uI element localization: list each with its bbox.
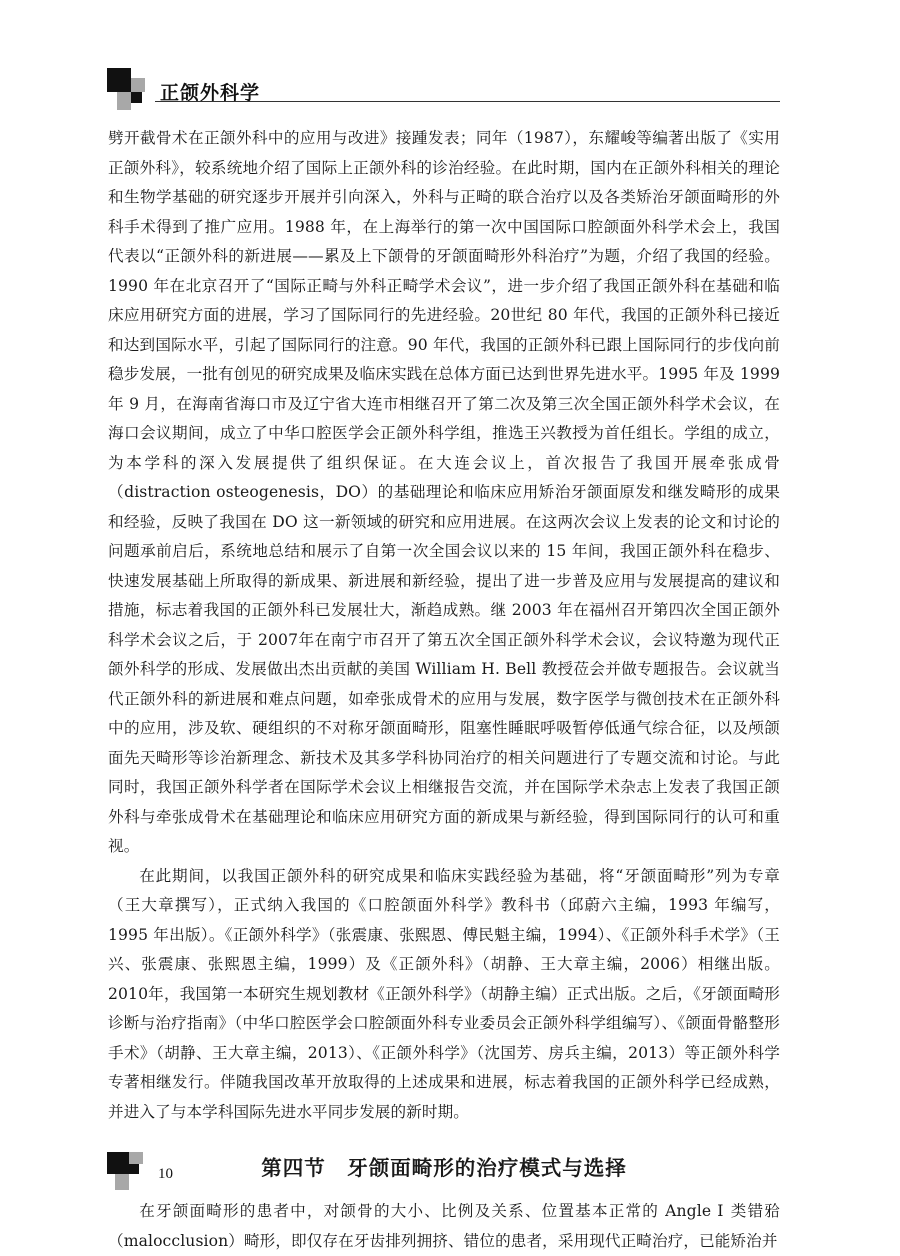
body-paragraph-2: 在此期间，以我国正颌外科的研究成果和临床实践经验为基础，将“牙颌面畸形”列为专章（王大章撰写），正式纳入我国的《口腔颌面外科学》教科书（邱蔚六主编，1993 年编写，1995 年出版）。《正颌外科学》（张震康、张熙恩、傅民魁主编，1994）、《正颌外科手术学》（王兴、张震康、张熙恩主编，1999）及《正颌外科》（胡静、王大章主编，2006）相继出版。2010年，我国第一本研究生规划教材《正颌外科学》（胡静主编）正式出版。之后，《牙颌面畸形诊断与治疗指南》（中华口腔医学会口腔颌面外科专业委员会正颌外科学组编写）、《颌面骨骼整形手术》（胡静、王大章主编，2013）、《正颌外科学》（沈国芳、房兵主编，2013）等正颌外科学专著相继发行。伴随我国改革开放取得的上述成果和进展，标志着我国的正颌外科学已经成熟，并进入了与本学科国际先进水平同步发展的新时期。 bbox=[108, 866, 780, 1121]
body-paragraph-1: 劈开截骨术在正颌外科中的应用与改进》接踵发表；同年（1987），东耀峻等编著出版了《实用正颌外科》，较系统地介绍了国际上正颌外科的诊治经验。在此时期，国内在正颌外科相关的理论和生物学基础的研究逐步开展并引向深入，外科与正畸的联合治疗以及各类矫治牙颌面畸形的外科手术得到了推广应用。1988 年，在上海举行的第一次中国国际口腔颌面外科学术会上，我国代表以“正颌外科的新进展——累及上下颌骨的牙颌面畸形外科治疗”为题，介绍了我国的经验。1990 年在北京召开了“国际正畸与外科正畸学术会议”，进一步介绍了我国正颌外科在基础和临床应用研究方面的进展，学习了国际同行的先进经验。20世纪 80 年代，我国的正颌外科已接近和达到国际水平，引起了国际同行的注意。90 年代，我国的正颌外科已跟上国际同行的步伐向前稳步发展，一批有创见的研究成果及临床实践在总体方面已达到世界先进水平。1995 年及 1999 年 9 月，在海南省海口市及辽宁省大连市相继召开了第二次及第三次全国正颌外科学术会议，在海口会议期间，成立了中华口腔医学会正颌外科学组，推选王兴教授为首任组长。学组的成立，为本学科的深入发展提供了组织保证。在大连会议上，首次报告了我国开展牵张成骨（distraction osteogenesis，DO）的基础理论和临床应用矫治牙颌面原发和继发畸形的成果和经验，反映了我国在 DO 这一新领域的研究和应用进展。在这两次会议上发表的论文和讨论的问题承前启后，系统地总结和展示了自第一次全国会议以来的 15 年间，我国正颌外科在稳步、快速发展基础上所取得的新成果、新进展和新经验，提出了进一步普及应用与发展提高的建议和措施，标志着我国的正颌外科已发展壮大，渐趋成熟。继 2003 年在福州召开第四次全国正颌外科学术会议之后，于 2007年在南宁市召开了第五次全国正颌外科学术会议，会议特邀为现代正颌外科学的形成、发展做出杰出贡献的美国 William H. Bell 教授莅会并做专题报告。会议就当代正颌外科的新进展和难点问题，如牵张成骨术的应用与发展，数字医学与微创技术在正颌外科中的应用，涉及软、硬组织的不对称牙颌面畸形，阻塞性睡眠呼吸暂停低通气综合征，以及颅颌面先天畸形等诊治新理念、新技术及其多学科协同治疗的相关问题进行了专题交流和讨论。与此同时，我国正颌外科学者在国际学术会议上相继报告交流，并在国际学术杂志上发表了我国正颌外科与牵张成骨术在基础理论和临床应用研究方面的新成果与新经验，得到国际同行的认可和重视。 bbox=[108, 129, 780, 855]
running-header-title: 正颌外科学 bbox=[160, 82, 261, 104]
section-heading: 第四节 牙颌面畸形的治疗模式与选择 bbox=[261, 1156, 627, 1180]
footer-logo bbox=[107, 1152, 155, 1190]
header-logo bbox=[107, 68, 155, 110]
page-number: 10 bbox=[158, 1166, 173, 1182]
body-paragraph-3: 在牙颌面畸形的患者中，对颌骨的大小、比例及关系、位置基本正常的 Angle Ⅰ 类错𬌗（malocclusion）畸形，即仅存在牙齿排列拥挤、错位的患者，采用现代正畸治疗，已能矫治并 bbox=[108, 1202, 780, 1250]
page-body bbox=[108, 124, 780, 1256]
header-rule bbox=[155, 101, 780, 102]
